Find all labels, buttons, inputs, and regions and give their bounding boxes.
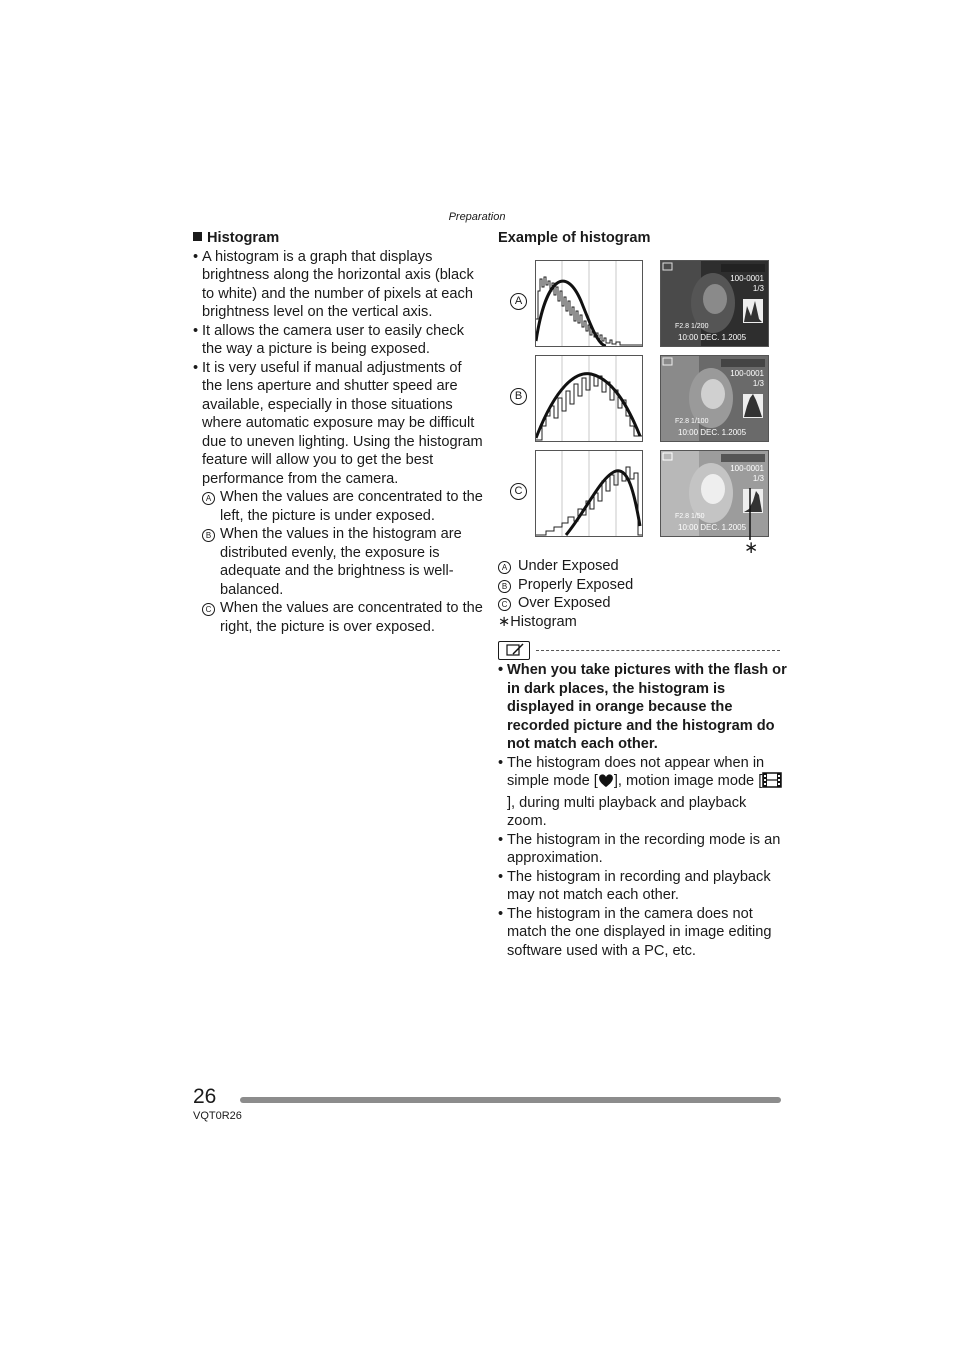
notes-header [498, 641, 788, 661]
date-time: 10:00 DEC. 1.2005 [678, 333, 747, 342]
bullet-1: • A histogram is a graph that displays brightness along the horizontal axis (black to white) and the number of pixels at each brightness level on the vertical axis. [193, 248, 483, 322]
film-icon [762, 772, 782, 794]
example-heading: Example of histogram [498, 230, 651, 246]
row-label-b: B [510, 388, 527, 405]
exposure-info: F2.8 1/100 [675, 418, 709, 425]
picture-count: 1/3 [752, 474, 764, 483]
circle-a-icon: A [202, 492, 215, 505]
bullet-2: • It allows the camera user to easily check the way a picture is being exposed. [193, 322, 483, 359]
asterisk-marker: ∗ [744, 538, 759, 557]
circle-c-icon: C [202, 603, 215, 616]
histogram-heading: Histogram [193, 229, 483, 248]
footer-bar [240, 1097, 781, 1103]
circle-b-icon: B [498, 580, 511, 593]
notes-divider [536, 650, 780, 651]
legend-under-exposed: A Under Exposed [498, 557, 788, 576]
histogram-over-exposed [535, 450, 643, 537]
heart-icon [598, 773, 614, 794]
example-legend-and-notes [498, 557, 788, 960]
histogram-properly-exposed [535, 355, 643, 442]
camera-screen-properly-exposed [660, 355, 769, 442]
square-bullet-icon [193, 232, 202, 241]
exposure-info: F2.8 1/200 [675, 323, 709, 330]
document-code: VQT0R26 [193, 1110, 242, 1122]
note-simple-mode: • The histogram does not appear when in simple mode [ ], motion image mode [], during multi playback and playback zoom. [498, 754, 788, 831]
note-pc-software: • The histogram in the camera does not match the one displayed in image editing software used with a PC, etc. [498, 905, 788, 961]
picture-count: 1/3 [752, 284, 764, 293]
picture-count: 1/3 [752, 379, 764, 388]
section-label: Preparation [448, 211, 506, 223]
circle-b-icon: B [202, 529, 215, 542]
exposure-info: F2.8 1/50 [675, 513, 705, 520]
note-flash: • When you take pictures with the flash or in dark places, the histogram is displayed in orange because the recorded picture and the histogram do not match each other. [498, 661, 788, 754]
file-number: 100-0001 [730, 464, 764, 473]
sub-item-b: B When the values in the histogram are distributed evenly, the exposure is adequate and the brightness is well-balanced. [193, 525, 483, 599]
histogram-explanation [193, 229, 483, 636]
legend-histogram: ∗Histogram [498, 613, 577, 630]
file-number: 100-0001 [730, 369, 764, 378]
circle-c-icon: C [498, 598, 511, 611]
sub-item-a: A When the values are concentrated to the left, the picture is under exposed. [193, 488, 483, 525]
row-label-c: C [510, 483, 527, 500]
camera-screen-under-exposed [660, 260, 769, 347]
date-time: 10:00 DEC. 1.2005 [678, 428, 747, 437]
note-mismatch: • The histogram in recording and playback may not match each other. [498, 868, 788, 905]
bullet-3: • It is very useful if manual adjustments of the lens aperture and shutter speed are available, especially in those situations where automatic exposure may be difficult due to uneven lighting. Using the histogram feature will allow you to get the best performance from the camera. [193, 359, 483, 489]
circle-a-icon: A [498, 561, 511, 574]
histogram-under-exposed [535, 260, 643, 347]
legend-properly-exposed: B Properly Exposed [498, 576, 788, 595]
page-number: 26 [193, 1085, 217, 1108]
row-label-a: A [510, 293, 527, 310]
note-approximation: • The histogram in the recording mode is an approximation. [498, 831, 788, 868]
legend-over-exposed: C Over Exposed [498, 594, 788, 613]
sub-item-c: C When the values are concentrated to the right, the picture is over exposed. [193, 599, 483, 636]
file-number: 100-0001 [730, 274, 764, 283]
note-icon [498, 641, 530, 660]
date-time: 10:00 DEC. 1.2005 [678, 523, 747, 532]
